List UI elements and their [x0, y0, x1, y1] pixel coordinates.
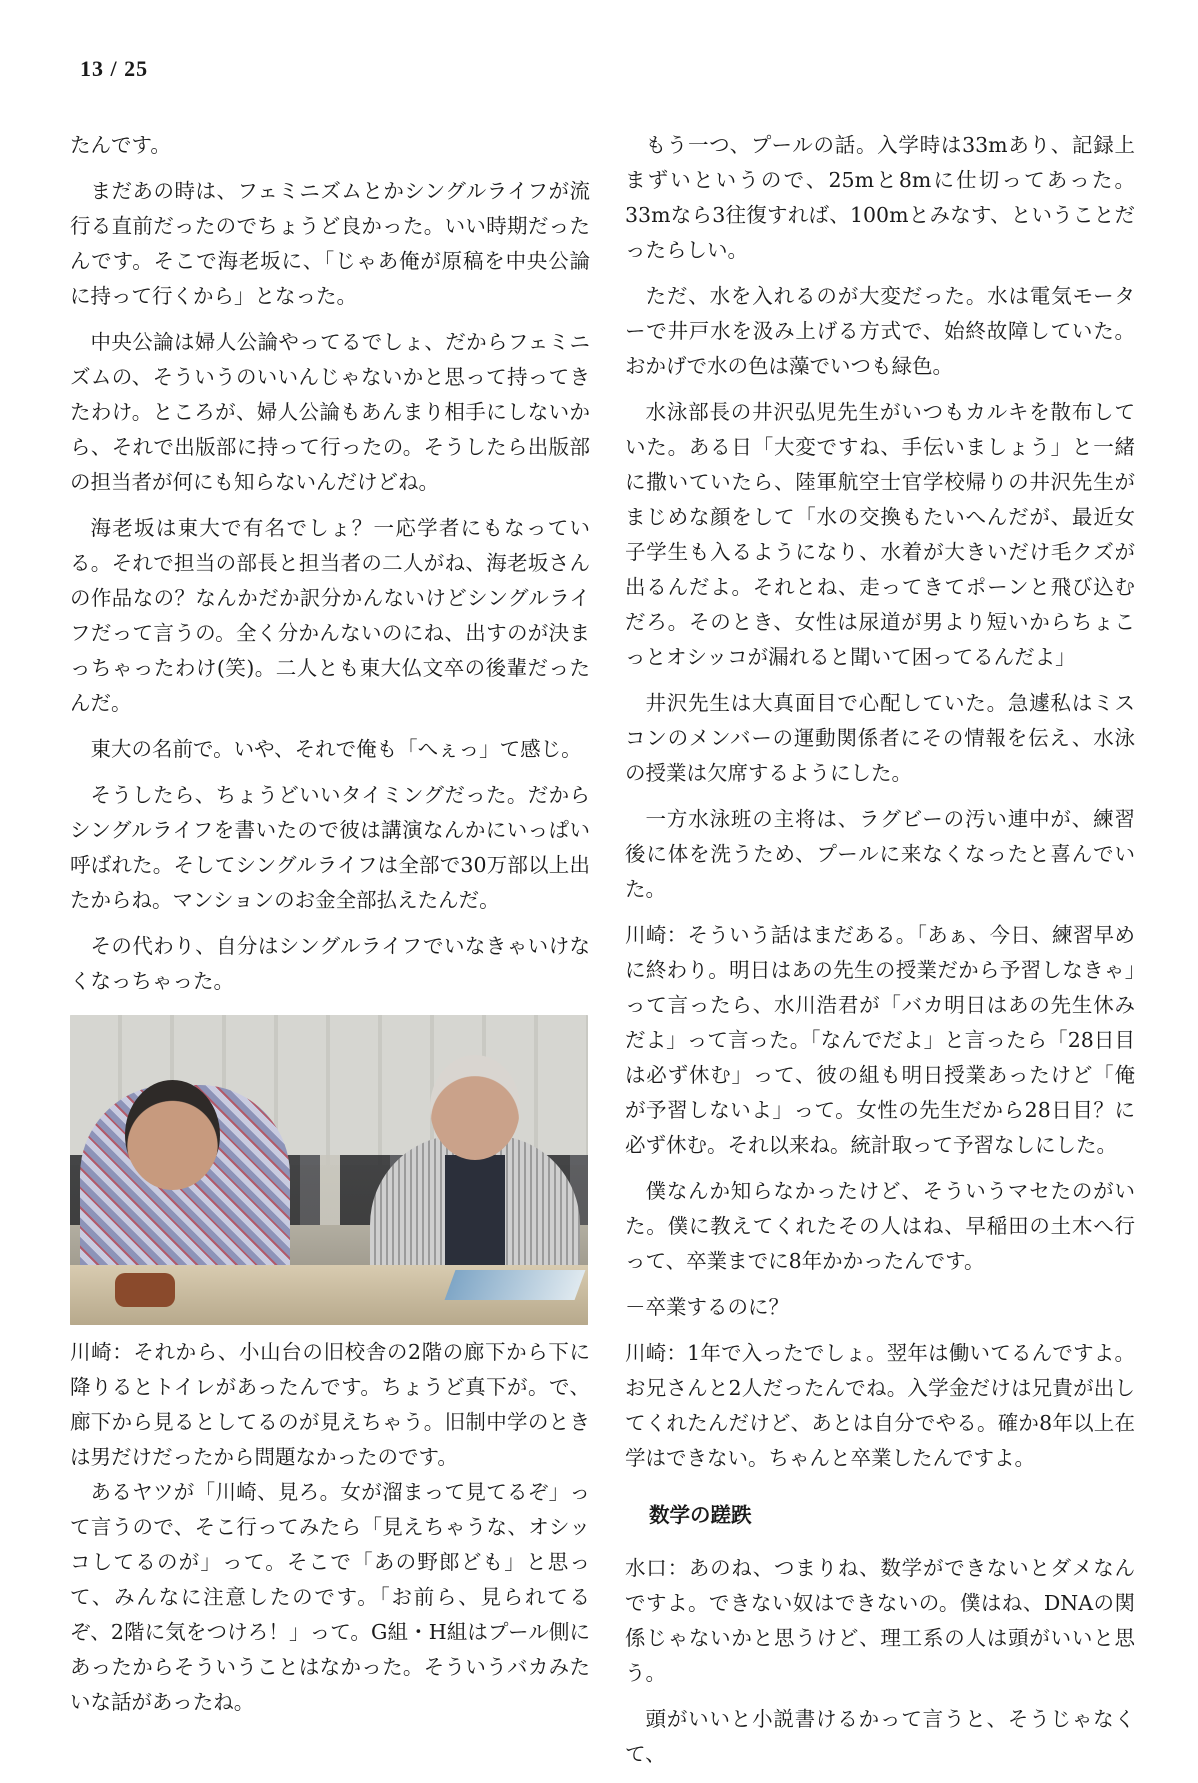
- paragraph: 川崎：それから、小山台の旧校舎の2階の廊下から下に降りるとトイレがあったんです。ちょうど真下が。で、廊下から見るとしてるのが見えちゃう。旧制中学のときは男だけだったから問題なかったのです。: [70, 1340, 590, 1469]
- paragraph: まだあの時は、フェミニズムとかシングルライフが流行る直前だったのでちょうど良かった。いい時期だったんです。そこで海老坂に、「じゃあ俺が原稿を中央公論に持って行くから」となった。: [70, 179, 590, 308]
- paragraph: 中央公論は婦人公論やってるでしょ、だからフェミニズムの、そういうのいいんじゃないかと思って持ってきたわけ。ところが、婦人公論もあんまり相手にしないから、それで出版部に持って行ったの。そうしたら出版部の担当者が何にも知らないんだけどね。: [70, 330, 590, 494]
- page-number: 13 / 25: [80, 56, 149, 81]
- section-heading: 数学の蹉跌: [649, 1503, 752, 1527]
- interview-photo: [70, 1015, 588, 1325]
- paragraph: そうしたら、ちょうどいいタイミングだった。だからシングルライフを書いたので彼は講演なんかにいっぱい呼ばれた。そしてシングルライフは全部で30万部以上出たからね。マンションのお金全部払えたんだ。: [70, 783, 590, 912]
- paragraph: あるヤツが「川崎、見ろ。女が溜まって見てるぞ」って言うので、そこ行ってみたら「見えちゃうな、オシッコしてるのが」って。そこで「あの野郎ども」と思って、みんなに注意したのです。「お前ら、見られてるぞ、2階に気をつけろ！」って。G組・H組はプール側にあったからそういうことはなかった。そういうバカみたいな話があったね。: [70, 1480, 590, 1714]
- paragraph: その代わり、自分はシングルライフでいなきゃいけなくなっちゃった。: [70, 934, 590, 993]
- paragraph: 東大の名前で。いや、それで俺も「へぇっ」て感じ。: [90, 737, 582, 761]
- paragraph: 一方水泳班の主将は、ラグビーの汚い連中が、練習後に体を洗うため、プールに来なくなったと喜んでいた。: [625, 807, 1135, 901]
- paragraph: 水口：あのね、つまりね、数学ができないとダメなんですよ。できない奴はできないの。僕はね、DNAの関係じゃないかと思うけど、理工系の人は頭がいいと思う。: [625, 1556, 1135, 1685]
- paragraph: 僕なんか知らなかったけど、そういうマセたのがいた。僕に教えてくれたその人はね、早稲田の土木へ行って、卒業までに8年かかったんです。: [625, 1179, 1135, 1273]
- right-column: [625, 128, 1135, 1783]
- paragraph: 海老坂は東大で有名でしょ？一応学者にもなっている。それで担当の部長と担当者の二人がね、海老坂さんの作品なの？なんかだか訳分かんないけどシングルライフだって言うの。全く分かんないのにね、出すのが決まっちゃったわけ(笑)。二人とも東大仏文卒の後輩だったんだ。: [70, 516, 590, 715]
- paragraph: 川崎：そういう話はまだある。「あぁ、今日、練習早めに終わり。明日はあの先生の授業だから予習しなきゃ」って言ったら、水川浩君が「バカ明日はあの先生休みだよ」って言った。「なんでだよ」と言ったら「28日目は必ず休む」って、彼の組も明日授業あったけど「俺が予習しないよ」って。女性の先生だから28日目？に必ず休む。それ以来ね。統計取って予習なしにした。: [625, 923, 1135, 1157]
- paragraph: ただ、水を入れるのが大変だった。水は電気モーターで井戸水を汲み上げる方式で、始終故障していた。おかげで水の色は藻でいつも緑色。: [625, 284, 1135, 378]
- paragraph: 井沢先生は大真面目で心配していた。急遽私はミスコンのメンバーの運動関係者にその情報を伝え、水泳の授業は欠席するようにした。: [625, 691, 1135, 785]
- paragraph: もう一つ、プールの話。入学時は33mあり、記録上まずいというので、25mと8mに仕切ってあった。33mなら3往復すれば、100mとみなす、ということだったらしい。: [625, 133, 1135, 262]
- paragraph: 川崎：1年で入ったでしょ。翌年は働いてるんですよ。お兄さんと2人だったんでね。入学金だけは兄貴が出してくれたんだけど、あとは自分でやる。確か8年以上在学はできない。ちゃんと卒業したんですよ。: [625, 1341, 1135, 1470]
- paragraph: －卒業するのに？: [625, 1295, 789, 1319]
- left-column: [70, 128, 590, 1731]
- paragraph: たんです。: [70, 133, 171, 157]
- paragraph: 頭がいいと小説書けるかって言うと、そうじゃなくて、: [625, 1707, 1135, 1766]
- paragraph: 水泳部長の井沢弘児先生がいつもカルキを散布していた。ある日「大変ですね、手伝いましょう」と一緒に撒いていたら、陸軍航空士官学校帰りの井沢先生がまじめな顔をして「水の交換もたいへんだが、最近女子学生も入るようになり、水着が大きいだけ毛クズが出るんだよ。それとね、走ってきてポーンと飛び込むだろ。そのとき、女性は尿道が男より短いからちょこっとオシッコが漏れると聞いて困ってるんだよ」: [625, 400, 1135, 669]
